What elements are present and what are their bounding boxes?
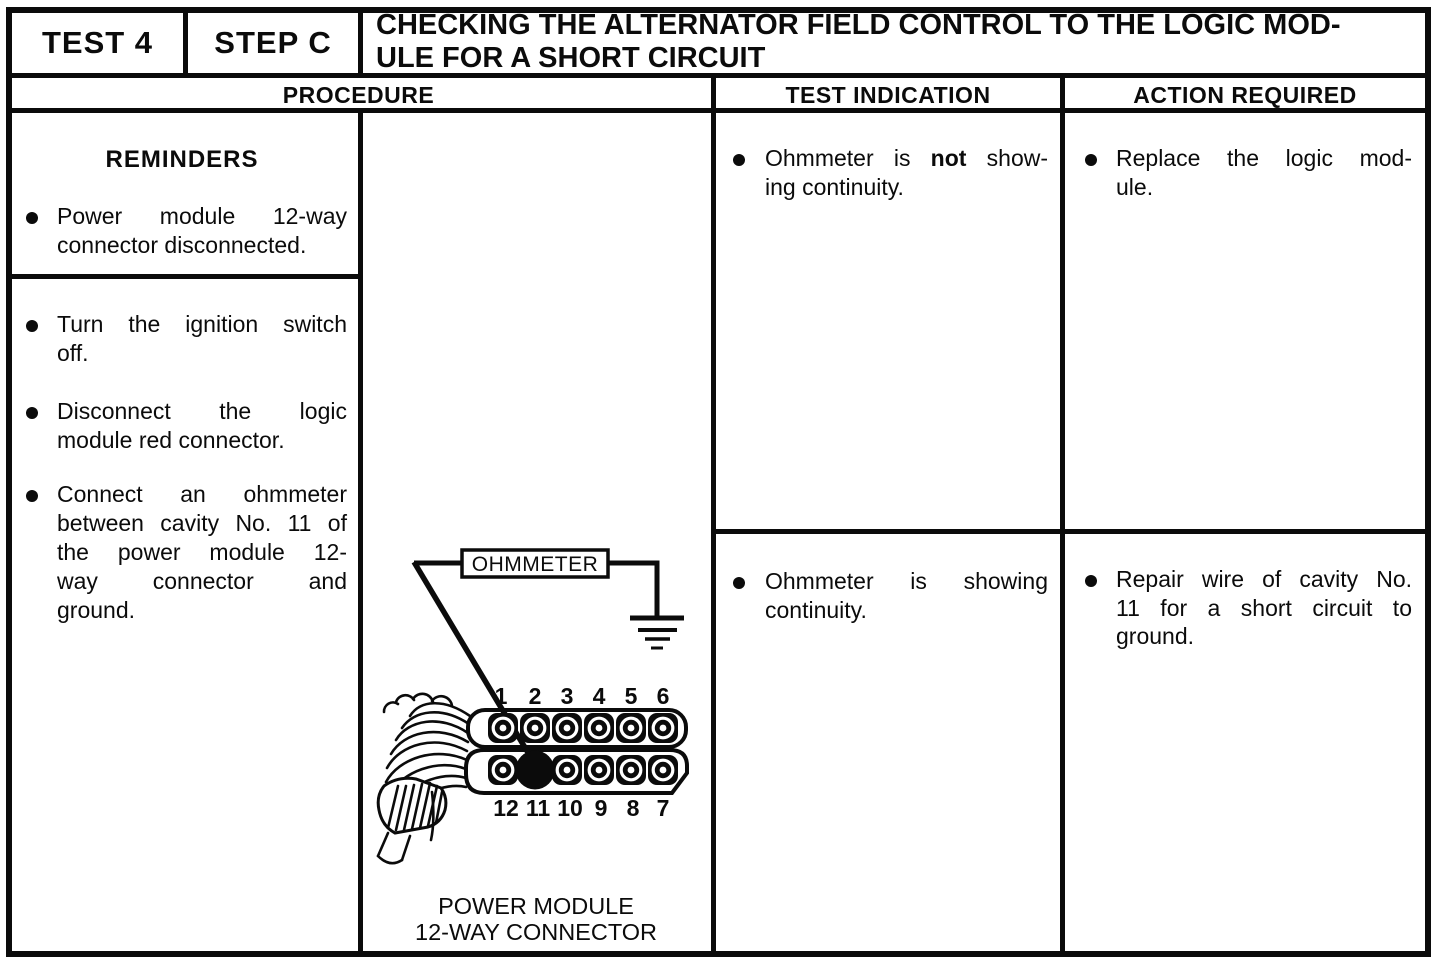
- bullet-dot: [733, 577, 745, 589]
- test-title-line-2: ULE FOR A SHORT CIRCUIT: [376, 42, 766, 74]
- pin-number: 8: [626, 795, 640, 821]
- pin-number: 1: [494, 683, 508, 709]
- step-line: module red connector.: [57, 427, 285, 453]
- procedure-step: [57, 310, 347, 368]
- indication-row1: [765, 144, 1048, 201]
- action-line: 11 for a short circuit to: [1116, 594, 1412, 621]
- pin-6: [648, 713, 678, 743]
- action-line: Repair wire of cavity No.: [1116, 566, 1412, 592]
- test-number-label: TEST 4: [41, 25, 154, 60]
- step-line: Connect an ohmmeter: [57, 481, 347, 507]
- indication-row2: [765, 567, 1048, 624]
- pin-number: 7: [656, 795, 670, 821]
- divider-step-title: [358, 7, 363, 78]
- step-line: way connector and: [57, 568, 347, 594]
- action-row2: [1116, 565, 1412, 651]
- pin-number: 10: [557, 795, 583, 821]
- bullet-dot: [26, 490, 38, 502]
- pin-number: 5: [624, 683, 638, 709]
- pin-number: 11: [525, 795, 551, 821]
- step-line: between cavity No. 11 of: [57, 510, 347, 536]
- step-line: Disconnect the logic: [57, 398, 347, 424]
- bullet-dot: [1085, 154, 1097, 166]
- indication-text: Ohmmeter is: [765, 145, 911, 171]
- pin-3: [552, 713, 582, 743]
- column-header-test-indication: TEST INDICATION: [785, 82, 991, 108]
- wire-harness-sketch: [378, 694, 470, 863]
- ohmmeter-box: [462, 550, 608, 577]
- pin-number: 2: [528, 683, 542, 709]
- indication-line: ing continuity.: [765, 173, 904, 200]
- pin-12: [488, 755, 518, 785]
- bullet-dot: [733, 154, 745, 166]
- test-title-line-1: CHECKING THE ALTERNATOR FIELD CONTROL TO THE LOGIC MOD-: [376, 9, 1341, 41]
- caption-line: POWER MODULE: [438, 893, 634, 919]
- procedure-step: [57, 397, 347, 455]
- pin-5: [616, 713, 646, 743]
- ohmmeter-connector-diagram: [360, 538, 714, 962]
- reminder-item: [57, 202, 347, 260]
- test-title-cell: [376, 9, 1426, 75]
- column-header-procedure: PROCEDURE: [282, 82, 435, 108]
- test-number-cell: [12, 13, 183, 73]
- ground-symbol: [630, 618, 684, 648]
- bullet-dot: [26, 212, 38, 224]
- rule-between-result-rows: [711, 529, 1431, 534]
- step-line: ground.: [57, 597, 136, 623]
- pin-4: [584, 713, 614, 743]
- indication-line: [765, 144, 1048, 173]
- pin-number: 4: [592, 683, 606, 709]
- column-header-action-required: ACTION REQUIRED: [1133, 82, 1357, 108]
- reminder-line: Power module 12-way: [57, 203, 347, 229]
- action-line: Replace the logic mod-: [1116, 145, 1412, 171]
- bullet-dot: [26, 320, 38, 332]
- reminders-heading: REMINDERS: [105, 146, 259, 173]
- step-line: the power module 12-: [57, 539, 347, 565]
- reminder-line: connector disconnected.: [57, 232, 307, 258]
- pin-numbers-bottom: [493, 795, 669, 821]
- pin-number: 6: [656, 683, 670, 709]
- indication-text: show-: [986, 145, 1049, 171]
- bullet-dot: [26, 407, 38, 419]
- step-letter-cell: [188, 13, 358, 73]
- pin-7: [648, 755, 678, 785]
- pin-11-probed: [516, 751, 555, 790]
- pin-1: [488, 713, 518, 743]
- step-line: off.: [57, 340, 89, 366]
- rule-under-reminders: [6, 274, 363, 279]
- pin-numbers-top: [495, 683, 670, 709]
- bullet-dot: [1085, 575, 1097, 587]
- action-row1: [1116, 144, 1412, 201]
- pin-10: [552, 755, 582, 785]
- pin-8: [616, 755, 646, 785]
- action-line: ule.: [1116, 173, 1154, 200]
- pin-9: [584, 755, 614, 785]
- table-border-right: [1425, 7, 1431, 957]
- step-letter-label: STEP C: [214, 25, 332, 60]
- diagram-caption: [415, 893, 657, 945]
- pin-2: [520, 713, 550, 743]
- indication-line: continuity.: [765, 596, 867, 623]
- step-line: Turn the ignition switch: [57, 311, 347, 337]
- pin-number: 9: [594, 795, 608, 821]
- procedure-step: [57, 480, 347, 625]
- pin-number: 12: [493, 795, 519, 821]
- indication-line: Ohmmeter is showing: [765, 568, 1048, 594]
- action-line: ground.: [1116, 623, 1195, 649]
- indication-text-bold: not: [930, 145, 967, 171]
- caption-line: 12-WAY CONNECTOR: [415, 919, 657, 945]
- pin-number: 3: [560, 683, 574, 709]
- table-border-bottom: [6, 951, 1431, 957]
- ohmmeter-label: OHMMETER: [471, 553, 599, 576]
- divider-indication-action: [1060, 73, 1065, 957]
